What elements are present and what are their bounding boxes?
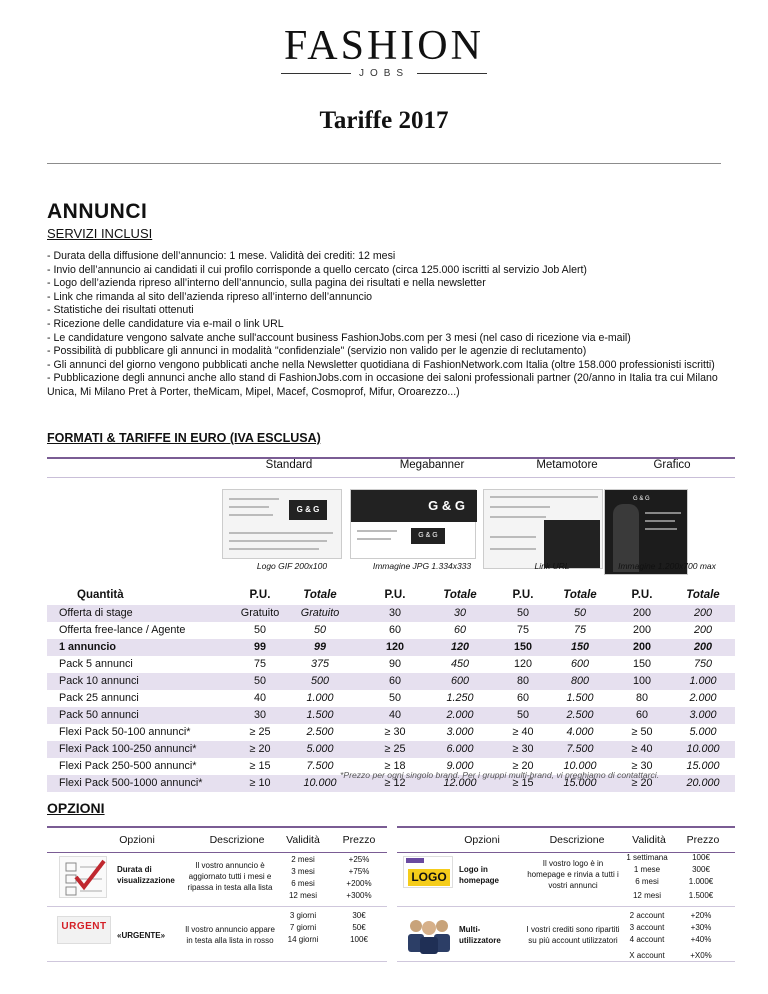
option-validity: 1 mese (633, 865, 661, 874)
price-cell: 50 (516, 709, 529, 721)
price-cell: 1.500 (566, 692, 594, 704)
price-cell: 20.000 (686, 777, 720, 789)
pricing-header-row (47, 585, 735, 605)
price-cell: 150 (570, 641, 589, 653)
options-table (47, 826, 735, 986)
services-list (47, 250, 727, 400)
pricing-note: *Prezzo per ogni singolo brand. Per i gruppi multi-brand, vi preghiamo di contattarci. (340, 770, 660, 780)
option-validity: 3 mesi (291, 867, 315, 876)
price-cell: ≥ 25 (384, 743, 406, 755)
price-cell: 99 (313, 641, 326, 653)
urgent-badge (57, 916, 111, 944)
price-cell: 1.250 (446, 692, 474, 704)
opt-right-hdr-opzioni: Opzioni (464, 834, 500, 846)
option-validity: X account (629, 951, 665, 960)
opt-left-hdr-opzioni: Opzioni (119, 834, 155, 846)
price-cell: Totale (686, 589, 720, 601)
price-cell: 600 (570, 658, 589, 670)
price-cell: Totale (563, 589, 597, 601)
subheading-formati: FORMATI & TARIFFE IN EURO (IVA ESCLUSA) (47, 431, 321, 445)
pricing-row (47, 707, 735, 724)
pricing-row (47, 622, 735, 639)
quantity-cell: Flexi Pack 50-100 annunci* (59, 726, 191, 738)
price-cell: 50 (516, 607, 529, 619)
caption-grafico: Immagine 1.200x700 max (618, 561, 716, 571)
price-cell: 200 (693, 641, 712, 653)
price-cell: ≥ 50 (631, 726, 653, 738)
price-cell: 7.500 (306, 760, 334, 772)
price-cell: 200 (632, 607, 651, 619)
option-name: «URGENTE» (117, 931, 166, 940)
price-cell: 12.000 (443, 777, 477, 789)
quantity-cell: 1 annuncio (59, 641, 116, 653)
price-cell: ≥ 25 (249, 726, 271, 738)
price-cell: 75 (516, 624, 529, 636)
opt-right-hdr-descrizione: Descrizione (549, 834, 605, 846)
price-cell: ≥ 10 (249, 777, 271, 789)
price-cell: 15.000 (686, 760, 720, 772)
price-cell: 200 (632, 624, 651, 636)
brand-sub-text: JOBS (358, 68, 410, 79)
col-standard: Standard (265, 459, 313, 471)
price-cell: Totale (303, 589, 337, 601)
price-cell: 80 (516, 675, 529, 687)
price-cell: 200 (693, 624, 712, 636)
price-cell: ≥ 40 (631, 743, 653, 755)
price-cell: 800 (570, 675, 589, 687)
option-price: 1.000€ (688, 877, 714, 886)
price-cell: 120 (385, 641, 404, 653)
price-cell: 10.000 (563, 760, 597, 772)
checklist-icon (59, 856, 107, 898)
price-cell: 90 (388, 658, 401, 670)
price-cell: 2.000 (689, 692, 717, 704)
col-megabanner: Megabanner (399, 459, 465, 471)
quantity-cell: Quantità (77, 589, 124, 601)
price-cell: 50 (253, 624, 266, 636)
price-cell: 3.000 (689, 709, 717, 721)
quantity-cell: Flexi Pack 250-500 annunci* (59, 760, 197, 772)
price-cell: 5.000 (306, 743, 334, 755)
service-item: - Le candidature vengono salvate anche sull'account business FashionJobs.com per 3 mesi (nel caso di ricezione via e-mail) (47, 331, 631, 344)
brand-logo (0, 23, 768, 79)
price-cell: 2.500 (566, 709, 594, 721)
option-price: +25% (348, 855, 370, 864)
col-grafico: Grafico (653, 459, 691, 471)
option-price: 50€ (352, 923, 366, 932)
price-cell: Gratuito (300, 607, 340, 619)
option-validity: 2 mesi (291, 855, 315, 864)
option-validity: 12 mesi (632, 891, 661, 900)
price-cell: 4.000 (566, 726, 594, 738)
price-cell: 60 (388, 675, 401, 687)
option-name: Multi-utilizzatore (459, 925, 501, 945)
option-price: +75% (348, 867, 370, 876)
pricing-row (47, 639, 735, 656)
price-cell: 60 (635, 709, 648, 721)
pricing-row (47, 724, 735, 741)
price-cell: 75 (253, 658, 266, 670)
price-cell: 30 (253, 709, 266, 721)
brand-name: FASHION (284, 23, 484, 69)
option-description: Il vostro annuncio appare in testa alla lista in rosso (185, 925, 275, 945)
caption-metamotore: Link URL (534, 561, 570, 571)
price-cell: ≥ 30 (384, 726, 406, 738)
quantity-cell: Pack 10 annunci (59, 675, 139, 687)
thumb-megabanner-banner: G & G (351, 490, 477, 522)
option-divider (47, 906, 387, 907)
option-name: Logo in homepage (459, 865, 500, 885)
pricing-row (47, 741, 735, 758)
price-cell: P.U. (512, 589, 534, 601)
option-validity: 14 giorni (287, 935, 319, 944)
price-cell: 5.000 (689, 726, 717, 738)
price-cell: ≥ 20 (631, 777, 653, 789)
price-cell: 15.000 (563, 777, 597, 789)
quantity-cell: Flexi Pack 500-1000 annunci* (59, 777, 203, 789)
price-cell: 100 (632, 675, 651, 687)
quantity-cell: Pack 25 annunci (59, 692, 139, 704)
thumb-grafico-text: G & G (633, 496, 650, 502)
price-cell: P.U. (631, 589, 653, 601)
thumb-megabanner (350, 489, 476, 559)
option-divider (47, 961, 387, 962)
quantity-cell: Offerta di stage (59, 607, 133, 619)
service-item: - Statistiche dei risultati ottenuti (47, 304, 194, 317)
logo-homepage-icon (403, 856, 453, 888)
document-title: Tariffe 2017 (319, 107, 449, 134)
option-divider (397, 961, 735, 962)
price-cell: 150 (513, 641, 532, 653)
price-cell: 200 (632, 641, 651, 653)
option-validity: 6 mesi (635, 877, 659, 886)
quantity-cell: Pack 50 annunci (59, 709, 139, 721)
pricing-rows (47, 585, 735, 792)
price-cell: 80 (635, 692, 648, 704)
price-cell: 60 (388, 624, 401, 636)
pricing-row (47, 656, 735, 673)
opt-right-hdr-validita: Validità (632, 834, 666, 846)
price-cell: P.U. (249, 589, 271, 601)
option-divider (397, 906, 735, 907)
price-cell: 60 (516, 692, 529, 704)
users-icon (405, 914, 453, 954)
price-cell: 50 (573, 607, 586, 619)
price-cell: 9.000 (446, 760, 474, 772)
opt-left-hdr-prezzo: Prezzo (342, 834, 376, 846)
quantity-cell: Pack 5 annunci (59, 658, 133, 670)
service-item: - Link che rimanda al sito dell’azienda ripreso all’interno dell’annuncio (47, 290, 373, 303)
price-cell: ≥ 30 (512, 743, 534, 755)
quantity-cell: Offerta free-lance / Agente (59, 624, 186, 636)
price-cell: 30 (453, 607, 466, 619)
price-cell: 75 (573, 624, 586, 636)
option-price: +X0% (690, 951, 712, 960)
price-cell: ≥ 30 (631, 760, 653, 772)
section-heading-annunci: ANNUNCI (47, 200, 148, 223)
price-cell: ≥ 12 (384, 777, 406, 789)
service-item: - Durata della diffusione dell’annuncio: 1 mese. Validità dei crediti: 12 mesi (47, 250, 396, 262)
option-price: +40% (690, 935, 712, 944)
option-name: Durata di visualizzazione (117, 865, 175, 885)
price-cell: 375 (310, 658, 329, 670)
brand-sub (0, 68, 768, 79)
service-item: - Logo dell’azienda ripreso all’interno dell’annuncio, sulla pagina dei risultati e nella newsletter (47, 277, 486, 290)
option-price: 100€ (692, 853, 710, 862)
price-cell: ≥ 40 (512, 726, 534, 738)
option-price: +30% (690, 923, 712, 932)
option-price: 30€ (352, 911, 366, 920)
price-cell: 40 (253, 692, 266, 704)
option-description: I vostri crediti sono ripartiti su più account utilizzatori (526, 925, 620, 945)
thumb-standard-logo: G & G (289, 500, 327, 520)
price-cell: 99 (253, 641, 266, 653)
price-cell: 200 (693, 607, 712, 619)
service-item: - Gli annunci del giorno vengono pubblicati anche nella Newsletter quotidiana di FashionNetwork.com Italia (oltre 158.000 professionisti iscritti) (47, 358, 715, 371)
title-divider (47, 163, 721, 164)
opt-left-hdr-validita: Validità (286, 834, 320, 846)
service-item: - Ricezione delle candidature via e-mail o link URL (47, 317, 284, 330)
option-price: 100€ (350, 935, 368, 944)
service-item: - Possibilità di pubblicare gli annunci in modalità "confidenziale" (servizio non valido per le agenzie di reclutamento) (47, 345, 587, 358)
caption-standard: Logo GIF 200x100 (256, 561, 328, 571)
price-cell: 500 (310, 675, 329, 687)
caption-megabanner: Immagine JPG 1.334x333 (372, 561, 472, 571)
price-cell: 10.000 (686, 743, 720, 755)
price-cell: 7.500 (566, 743, 594, 755)
section-heading-opzioni: OPZIONI (47, 800, 105, 816)
price-cell: P.U. (384, 589, 406, 601)
pricing-row (47, 673, 735, 690)
col-metamotore: Metamotore (536, 459, 598, 471)
price-cell: 30 (388, 607, 401, 619)
option-price: +20% (690, 911, 712, 920)
option-validity: 1 settimana (626, 853, 668, 862)
price-cell: ≥ 15 (249, 760, 271, 772)
price-cell: 120 (513, 658, 532, 670)
option-price: +300% (346, 891, 372, 900)
option-description: Il vostro annuncio è aggiornato tutti i mesi e ripassa in testa alla lista (187, 861, 273, 892)
price-cell: ≥ 20 (512, 760, 534, 772)
price-cell: ≥ 20 (249, 743, 271, 755)
opt-right-hdr-prezzo: Prezzo (686, 834, 720, 846)
quantity-cell: Flexi Pack 100-250 annunci* (59, 743, 197, 755)
price-cell: 600 (450, 675, 469, 687)
service-item: - Pubblicazione degli annunci anche allo stand di FashionJobs.com in occasione dei saloni professionali partner (20/anno in Italia tra cui Milano Unica, Mi Milano Pret à Porter, theMicam, Mipel, Macef, Cosmoprof, Mifur, Oroarezzo...) (47, 372, 718, 398)
price-cell: 2.000 (446, 709, 474, 721)
option-validity: 7 giorni (289, 923, 317, 932)
price-cell: 50 (388, 692, 401, 704)
price-cell: 3.000 (446, 726, 474, 738)
option-validity: 2 account (629, 911, 665, 920)
price-cell: Totale (443, 589, 477, 601)
option-validity: 6 mesi (291, 879, 315, 888)
price-cell: 1.500 (306, 709, 334, 721)
subheading-servizi: SERVIZI INCLUSI (47, 226, 153, 241)
option-validity: 3 giorni (289, 911, 317, 920)
price-cell: ≥ 18 (384, 760, 406, 772)
pricing-row (47, 605, 735, 622)
option-price: 1.500€ (688, 891, 714, 900)
price-cell: 2.500 (306, 726, 334, 738)
price-cell: Gratuito (240, 607, 280, 619)
price-cell: 40 (388, 709, 401, 721)
price-cell: 450 (450, 658, 469, 670)
price-cell: 1.000 (306, 692, 334, 704)
price-cell: 150 (632, 658, 651, 670)
thumb-megabanner-logo: G & G (411, 528, 445, 544)
option-price: 300€ (692, 865, 710, 874)
option-description: Il vostro logo è in homepage e rinvia a tutti i vostri annunci (527, 859, 619, 890)
price-cell: 120 (450, 641, 469, 653)
price-cell: 60 (453, 624, 466, 636)
price-cell: 50 (313, 624, 326, 636)
logo-badge-text: LOGO (408, 869, 450, 886)
price-cell: 1.000 (689, 675, 717, 687)
opt-left-hdr-descrizione: Descrizione (209, 834, 265, 846)
price-cell: 6.000 (446, 743, 474, 755)
option-price: +200% (346, 879, 372, 888)
price-cell: 50 (253, 675, 266, 687)
price-cell: ≥ 15 (512, 777, 534, 789)
option-validity: 12 mesi (288, 891, 317, 900)
price-cell: 10.000 (303, 777, 337, 789)
urgent-badge-text: URGENT (61, 921, 107, 932)
thumb-standard (222, 489, 342, 559)
option-validity: 4 account (629, 935, 665, 944)
thumb-metamotore (483, 489, 603, 569)
pricing-row (47, 690, 735, 707)
price-cell: 750 (693, 658, 712, 670)
service-item: - Invio dell’annuncio ai candidati il cui profilo corrisponde a quello cercato (circa 125.000 iscritti al servizio Job Alert) (47, 263, 587, 276)
option-validity: 3 account (629, 923, 665, 932)
